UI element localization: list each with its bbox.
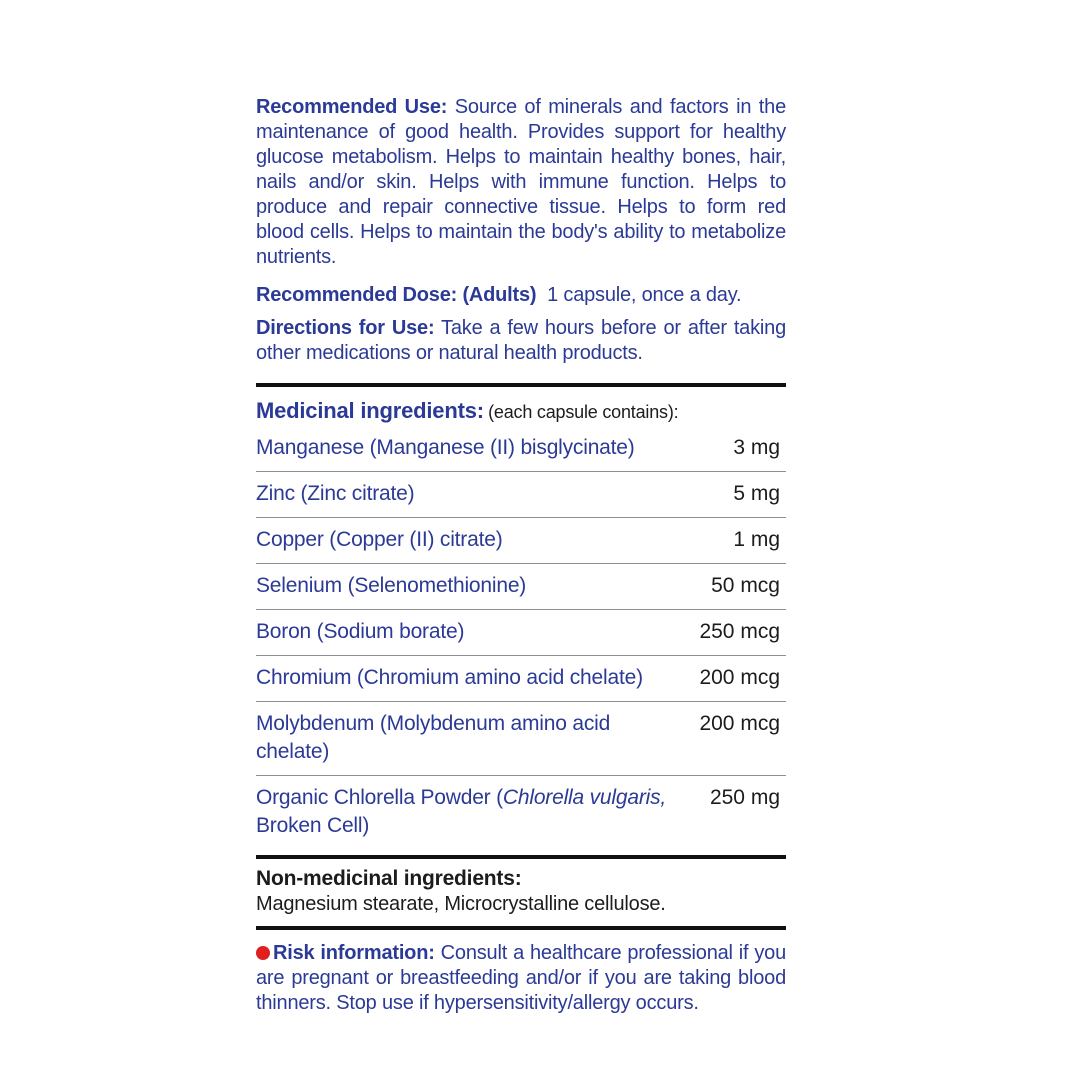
recommended-dose-text: 1 capsule, once a day. xyxy=(547,284,742,306)
ingredient-name: Copper (Copper (II) citrate) xyxy=(256,528,503,551)
ingredient-name: Chromium (Chromium amino acid chelate) xyxy=(256,666,643,689)
ingredient-row xyxy=(256,517,786,563)
supplement-label-panel xyxy=(256,95,786,1016)
medicinal-subtitle: (each capsule contains): xyxy=(488,402,679,422)
recommended-dose-title: Recommended Dose: (Adults) xyxy=(256,284,537,306)
recommended-dose-paragraph xyxy=(256,283,786,308)
medicinal-table xyxy=(256,426,786,849)
ingredient-row xyxy=(256,426,786,471)
ingredient-name: Manganese (Manganese (II) bisglycinate) xyxy=(256,436,635,459)
ingredient-amount: 250 mg xyxy=(709,786,780,809)
ingredient-amount: 250 mcg xyxy=(699,620,780,643)
ingredient-amount: 200 mcg xyxy=(699,666,780,689)
non-medicinal-text: Magnesium stearate, Microcrystalline cellulose. xyxy=(256,893,666,915)
ingredient-amount: 5 mg xyxy=(733,482,780,505)
risk-paragraph xyxy=(256,941,786,1016)
ingredient-row xyxy=(256,655,786,701)
directions-title: Directions for Use: xyxy=(256,317,435,339)
recommended-use-paragraph xyxy=(256,95,786,270)
ingredient-name: Zinc (Zinc citrate) xyxy=(256,482,415,505)
ingredient-amount: 50 mcg xyxy=(711,574,780,597)
ingredient-row xyxy=(256,563,786,609)
ingredient-amount: 200 mcg xyxy=(699,712,780,735)
medicinal-title: Medicinal ingredients: xyxy=(256,398,484,423)
ingredient-row xyxy=(256,471,786,517)
risk-title: Risk information: xyxy=(273,942,435,964)
non-medicinal-section xyxy=(256,859,786,926)
ingredient-row xyxy=(256,775,786,849)
risk-text: Consult a healthcare professional if you are pregnant or breastfeeding and/or if you are taking blood thinners. Stop use if hypersensitivity/allergy occurs. xyxy=(256,942,786,1014)
ingredient-name: Molybdenum (Molybdenum amino acid chelate) xyxy=(256,712,611,763)
divider-bottom-rule xyxy=(256,926,786,930)
directions-text: Take a few hours before or after taking other medications or natural health products. xyxy=(256,317,786,364)
ingredient-name: Organic Chlorella Powder (Chlorella vulgaris, Broken Cell) xyxy=(256,786,667,837)
ingredient-name: Selenium (Selenomethionine) xyxy=(256,574,527,597)
recommended-use-title: Recommended Use: xyxy=(256,96,448,118)
directions-paragraph xyxy=(256,316,786,366)
risk-bullet-icon xyxy=(256,946,270,960)
ingredient-amount: 3 mg xyxy=(733,436,780,459)
ingredient-name: Boron (Sodium borate) xyxy=(256,620,465,643)
non-medicinal-title: Non-medicinal ingredients: xyxy=(256,867,522,890)
medicinal-header xyxy=(256,387,786,426)
ingredient-row xyxy=(256,609,786,655)
ingredient-amount: 1 mg xyxy=(733,528,780,551)
ingredient-row xyxy=(256,701,786,775)
recommended-use-text: Source of minerals and factors in the maintenance of good health. Provides support for healthy glucose metabolism. Helps to maintain healthy bones, hair, nails and/or skin. Helps with immune function. Helps to produce and repair connective tissue. Helps to form red blood cells. Helps to maintain the body's ability to metabolize nutrients. xyxy=(256,96,786,268)
